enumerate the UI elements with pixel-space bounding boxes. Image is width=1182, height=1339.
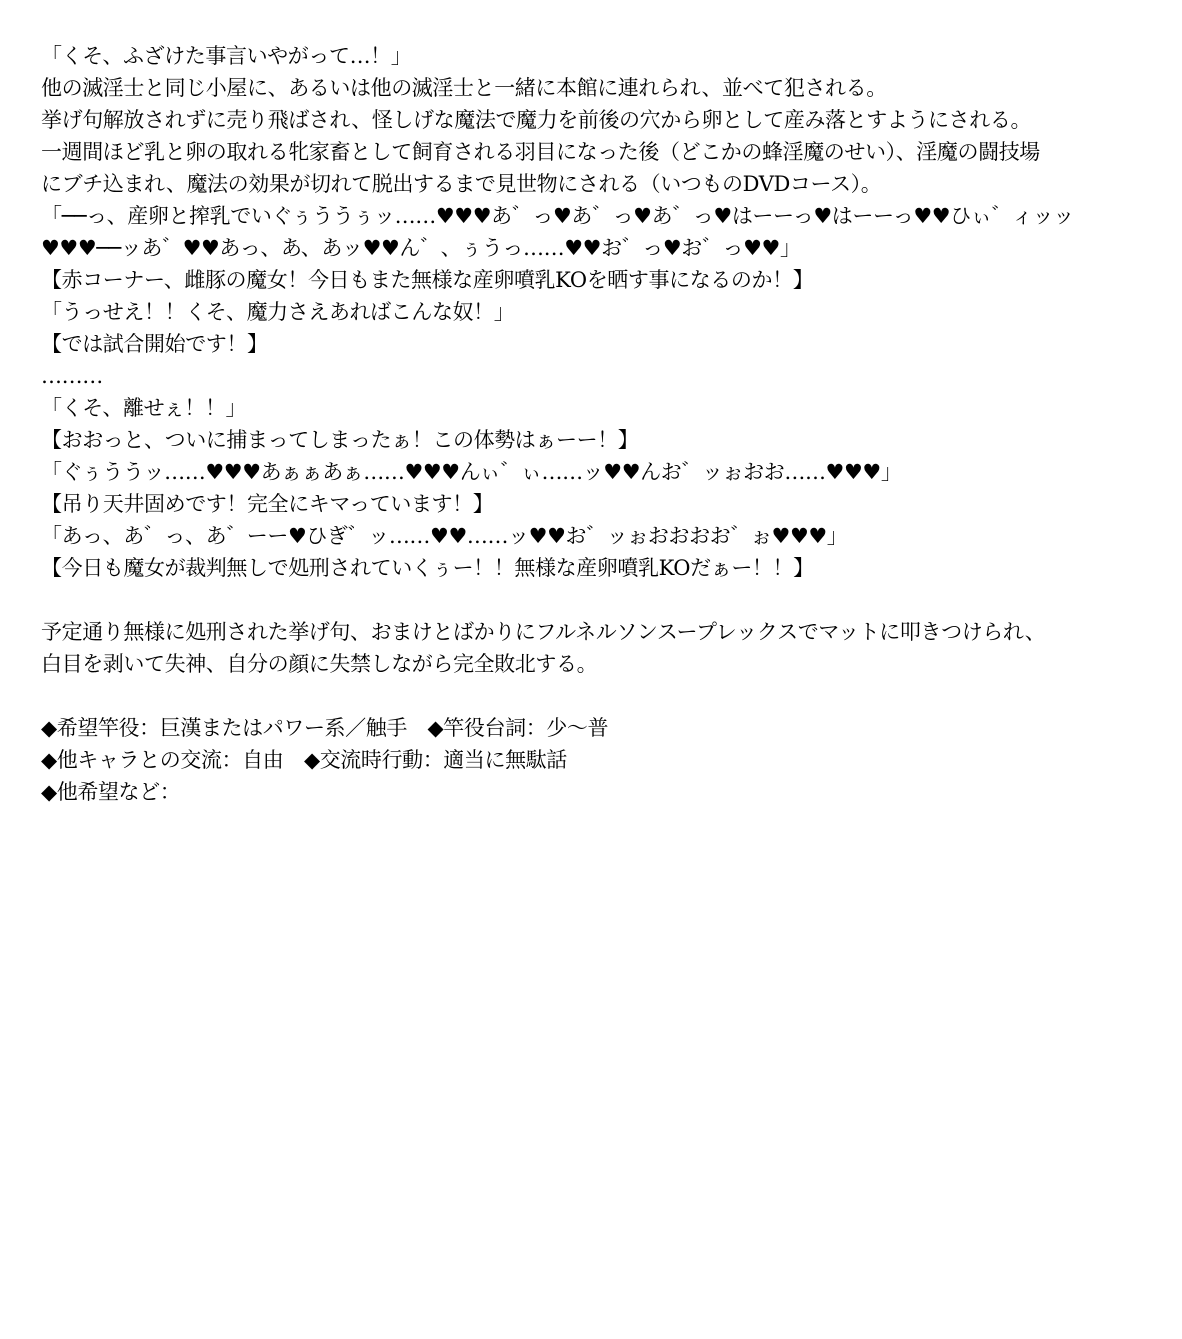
preferences-list: [41, 712, 1151, 808]
story-paragraph: [41, 40, 1151, 584]
preference-item: ◆他キャラとの交流：自由 ◆交流時行動：適当に無駄話: [41, 748, 567, 772]
text-line: 【では試合開始です！】: [41, 332, 268, 356]
text-line: にブチ込まれ、魔法の効果が切れて脱出するまで見世物にされる（いつものDVDコース）。: [41, 172, 882, 196]
text-line: 他の滅淫士と同じ小屋に、あるいは他の滅淫士と一緒に本館に連れられ、並べて犯される。: [41, 76, 887, 100]
document-body: [41, 40, 1151, 808]
text-line: 予定通り無様に処刑された挙げ句、おまけとばかりにフルネルソンスープレックスでマットに叩きつけられ、: [41, 620, 1046, 644]
preference-item: ◆他希望など：: [41, 780, 181, 804]
preference-item: ◆希望竿役：巨漢またはパワー系／触手 ◆竿役台詞：少～普: [41, 716, 609, 740]
paragraph-spacer: [41, 680, 1151, 712]
text-line: 【吊り天井固めです！完全にキマっています！】: [41, 492, 494, 516]
text-line: 「──っ、産卵と搾乳でいぐぅううぅッ……♥♥♥あ゛っ♥あ゛っ♥あ゛っ♥はーーっ♥はーーっ♥♥ひぃ゛ィッッ: [41, 204, 1074, 228]
paragraph-spacer: [41, 584, 1151, 616]
text-line: 【おおっと、ついに捕まってしまったぁ！この体勢はぁーー！】: [41, 428, 639, 452]
text-line: 「くそ、離せぇ！！」: [41, 396, 247, 420]
text-line: 「あっ、あ゛っ、あ゛ーー♥ひぎ゛ッ……♥♥……ッ♥♥お゛ッぉおおおお゛ぉ♥♥♥」: [41, 524, 848, 548]
text-line: ………: [41, 364, 103, 388]
text-line: 白目を剥いて失神、自分の顔に失禁しながら完全敗北する。: [41, 652, 598, 676]
text-line: 「ぐぅううッ……♥♥♥あぁぁあぁ……♥♥♥んぃ゛ぃ……ッ♥♥んお゛ッぉおお……♥♥♥」: [41, 460, 902, 484]
text-line: 「くそ、ふざけた事言いやがって…！」: [41, 44, 412, 68]
text-line: 挙げ句解放されずに売り飛ばされ、怪しげな魔法で魔力を前後の穴から卵として産み落とすようにされる。: [41, 108, 1032, 132]
text-line: 【赤コーナー、雌豚の魔女！今日もまた無様な産卵噴乳KOを晒す事になるのか！】: [41, 268, 814, 292]
text-line: 一週間ほど乳と卵の取れる牝家畜として飼育される羽目になった後（どこかの蜂淫魔のせい）、淫魔の闘技場: [41, 140, 1040, 164]
outcome-paragraph: [41, 616, 1151, 680]
text-line: 【今日も魔女が裁判無しで処刑されていくぅー！！無様な産卵噴乳KOだぁー！！】: [41, 556, 814, 580]
text-line: 「うっせえ！！くそ、魔力さえあればこんな奴！」: [41, 300, 515, 324]
text-line: ♥♥♥──ッあ゛♥♥あっ、あ、あッ♥♥ん゛、ぅうっ……♥♥お゛っ♥お゛っ♥♥」: [41, 236, 801, 260]
